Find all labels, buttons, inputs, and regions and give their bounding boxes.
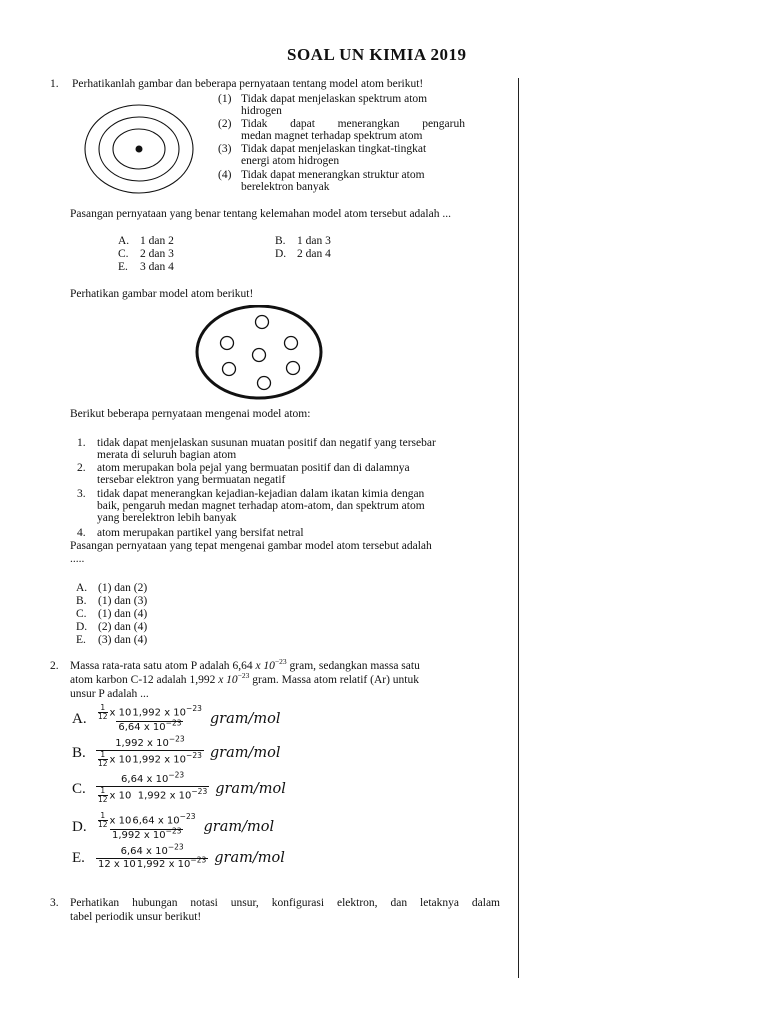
denominator [110,826,183,842]
option-text: (1) dan (4) [98,608,148,620]
times-ten: x 10 [109,790,132,802]
option-letter: E. [72,850,85,866]
mass-p-value: 6,64 [232,660,253,672]
option-text: (2) dan (4) [98,621,148,633]
q2-number: 2. [50,660,59,672]
exponent: −23 [191,787,208,797]
q1b-statement-2-num: 2. [77,462,86,474]
q1-statement-2-num: (2) [218,118,232,130]
q1-statement-4-num: (4) [218,169,232,181]
unit: gram/mol [215,780,286,797]
q1-statement-3: Tidak dapat menjelaskan tingkat-tingkat [241,143,427,155]
q2-option-a[interactable] [72,704,280,734]
times-ten: x 10 [169,790,192,802]
option-letter: A. [76,582,88,594]
q1b-statement-1-num: 1. [77,437,86,449]
times-ten: x 10 [146,774,169,785]
option-letter: B. [76,595,87,607]
one-twelfth [98,787,108,804]
q1-statement-4: Tidak dapat menerangkan struktur atom [241,169,425,181]
denominator [96,855,208,871]
unit: gram/mol [214,850,285,866]
numerator [96,704,204,721]
option-letter: C. [76,608,87,620]
exponent: −23 [165,826,182,836]
exponent: −23 [190,855,207,865]
times-ten: x 10 [109,754,132,766]
exponent: −23 [237,671,250,681]
bohr-atom-diagram [82,103,198,198]
q1-option-e[interactable] [118,261,174,274]
times-ten: x 10 [157,815,180,827]
exponent: −23 [186,751,202,761]
q2-text: Massa rata-rata satu atom P adalah [70,660,230,672]
q1-prompt: Perhatikanlah gambar dan beberapa pernyataan tentang model atom berikut! [72,78,424,90]
q2-text: gram. Massa atom relatif (Ar) untuk [252,674,419,686]
mass-c-value: 1,992 [137,790,167,802]
q1-option-a[interactable] [118,235,174,248]
sf-num: 1 [100,811,106,820]
sf-num: 1 [100,703,106,712]
mass-c-value: 1,992 [132,754,162,766]
exponent: −23 [179,812,196,822]
mass-p-value: 6,64 [121,774,144,785]
times-ten: x 10 [143,722,166,733]
q3-line-2: tabel periodik unsur berikut! [70,911,202,923]
q1b-prompt: Perhatikan gambar model atom berikut! [70,288,254,300]
option-letter: D. [275,248,287,260]
q1b-statement-2: atom merupakan bola pejal yang bermuatan positif dan di dalamnya [97,462,410,474]
q2-line-3: unsur P adalah ... [70,688,149,700]
q1b-statement-2-cont: tersebar elektron yang bermuatan negatif [97,474,286,486]
q2-text: gram, sedangkan massa satu [289,660,420,672]
exponent: −23 [165,718,182,728]
q1b-question-cont: ..... [70,553,85,565]
numerator [119,842,186,858]
q1b-intro: Berikut beberapa pernyataan mengenai model atom: [70,408,311,420]
q2-text: atom karbon C-12 adalah [70,674,187,686]
q1b-option-d[interactable] [76,621,147,634]
exponent: −23 [168,734,185,744]
q1-statement-2-cont: medan magnet terhadap spektrum atom [241,130,423,142]
denominator [96,750,204,768]
option-letter: B. [72,744,86,761]
q1b-statement-3-cont2: yang berelektron lebih banyak [97,512,237,524]
q1-number: 1. [50,78,59,90]
exponent: −23 [168,770,185,780]
unit: gram/mol [203,818,275,835]
mass-c-value: 1,992 [136,859,166,870]
q1b-statement-3: tidak dapat menerangkan kejadian-kejadian dalam ikatan kimia dengan [97,488,425,500]
electron [285,337,298,350]
nucleus [136,146,143,153]
sf-num: 1 [100,786,106,795]
q2-option-d[interactable] [72,812,274,842]
electron [256,316,269,329]
q1-option-d[interactable] [275,248,331,261]
q1b-option-c[interactable] [76,608,147,621]
fraction [96,704,204,734]
times-ten: x 10 [218,674,238,686]
q1-statement-2: Tidak dapat menerangkan pengaruh [241,118,465,130]
q1b-question: Pasangan pernyataan yang tepat mengenai gambar model atom tersebut adalah [70,540,432,552]
denominator [116,718,183,734]
exponent: −23 [186,704,202,714]
q1b-statement-4: atom merupakan partikel yang bersifat netral [97,527,304,539]
q1-option-c[interactable] [118,248,174,261]
denominator [96,786,209,804]
option-letter: A. [72,710,87,727]
times-ten: x 10 [109,707,132,719]
electron [223,363,236,376]
electron [221,337,234,350]
electron [253,349,266,362]
numerator [119,770,186,786]
mass-c-value: 1,992 [112,830,141,841]
q1b-statement-1-cont: merata di seluruh bagian atom [97,449,237,461]
option-letter: E. [118,261,128,273]
unit: gram/mol [209,744,281,761]
numerator [96,812,197,829]
sf-den: 12 [98,795,108,804]
times-ten: x 10 [113,859,136,870]
q1-statement-1-cont: hidrogen [241,105,282,117]
numerator [113,734,186,750]
fraction [96,842,208,871]
times-ten: x 10 [143,830,166,841]
q1b-statement-1: tidak dapat menjelaskan susunan muatan positif dan negatif yang tersebar [97,437,436,449]
option-letter: D. [76,621,88,633]
mass-c-value: 1,992 [115,738,144,749]
mass-c-value: 1,992 [189,674,216,686]
q1-statement-4-cont: berelektron banyak [241,181,330,193]
option-text: 1 dan 2 [140,235,174,247]
times-ten: x 10 [164,754,187,766]
q1b-option-a[interactable] [76,582,147,595]
q1b-statement-4-num: 4. [77,527,86,539]
q1-question: Pasangan pernyataan yang benar tentang kelemahan model atom tersebut adalah ... [70,208,451,220]
q1b-option-e[interactable] [76,634,147,647]
column-divider [518,78,519,978]
option-text: (1) dan (2) [98,582,148,594]
q1b-statement-3-num: 3. [77,488,86,500]
mass-p-value: 6,64 [132,815,155,827]
option-letter: B. [275,235,286,247]
q2-option-e[interactable] [72,842,285,871]
sf-den: 12 [98,759,108,768]
option-letter: C. [72,780,86,797]
option-text: 2 dan 3 [140,248,174,260]
sf-den: 12 [98,712,108,721]
fraction [96,812,197,842]
q1b-statement-3-cont: baik, pengaruh medan magnet terhadap atom-atom, dan spektrum atom [97,500,425,512]
q1-statement-1-num: (1) [218,93,232,105]
times-ten: x 10 [255,660,275,672]
times-ten: x 10 [109,815,132,827]
q3-line-1: Perhatikan hubungan notasi unsur, konfigurasi elektron, dan letaknya dalam [70,897,500,909]
fraction [96,770,209,804]
q2-line-2 [70,671,419,687]
exponent: −23 [274,657,287,667]
times-ten: x 10 [164,707,187,719]
twelve: 12 [98,859,111,870]
electron [258,377,271,390]
times-ten: x 10 [147,738,169,749]
option-text: 3 dan 4 [140,261,174,273]
one-twelfth [98,812,108,829]
q2-option-b[interactable] [72,734,281,768]
option-letter: C. [118,248,129,260]
sf-num: 1 [100,750,106,759]
q3-number: 3. [50,897,59,909]
one-twelfth [98,704,108,721]
one-twelfth [98,751,108,768]
q2-option-c[interactable] [72,770,286,804]
q1-statement-3-cont: energi atom hidrogen [241,155,340,167]
mass-p-value: 6,64 [118,722,141,733]
electron [287,362,300,375]
unit: gram/mol [209,710,281,727]
option-text: 1 dan 3 [297,235,331,247]
thomson-atom-diagram [195,305,325,401]
exponent: −23 [167,842,184,852]
times-ten: x 10 [168,859,191,870]
sf-den: 12 [98,820,108,829]
page-title: SOAL UN KIMIA 2019 [287,45,467,64]
option-letter: A. [118,235,130,247]
mass-c-value: 1,992 [132,707,162,719]
times-ten: x 10 [146,846,168,857]
option-letter: D. [72,818,87,835]
mass-p-value: 6,64 [120,846,143,857]
option-text: (1) dan (3) [98,595,148,607]
q1b-option-b[interactable] [76,595,147,608]
option-text: 2 dan 4 [297,248,331,260]
option-letter: E. [76,634,86,646]
q1-statement-3-num: (3) [218,143,232,155]
option-text: (3) dan (4) [98,634,148,646]
q1-statement-1: Tidak dapat menjelaskan spektrum atom [241,93,428,105]
fraction [96,734,204,768]
q1-option-b[interactable] [275,235,331,248]
